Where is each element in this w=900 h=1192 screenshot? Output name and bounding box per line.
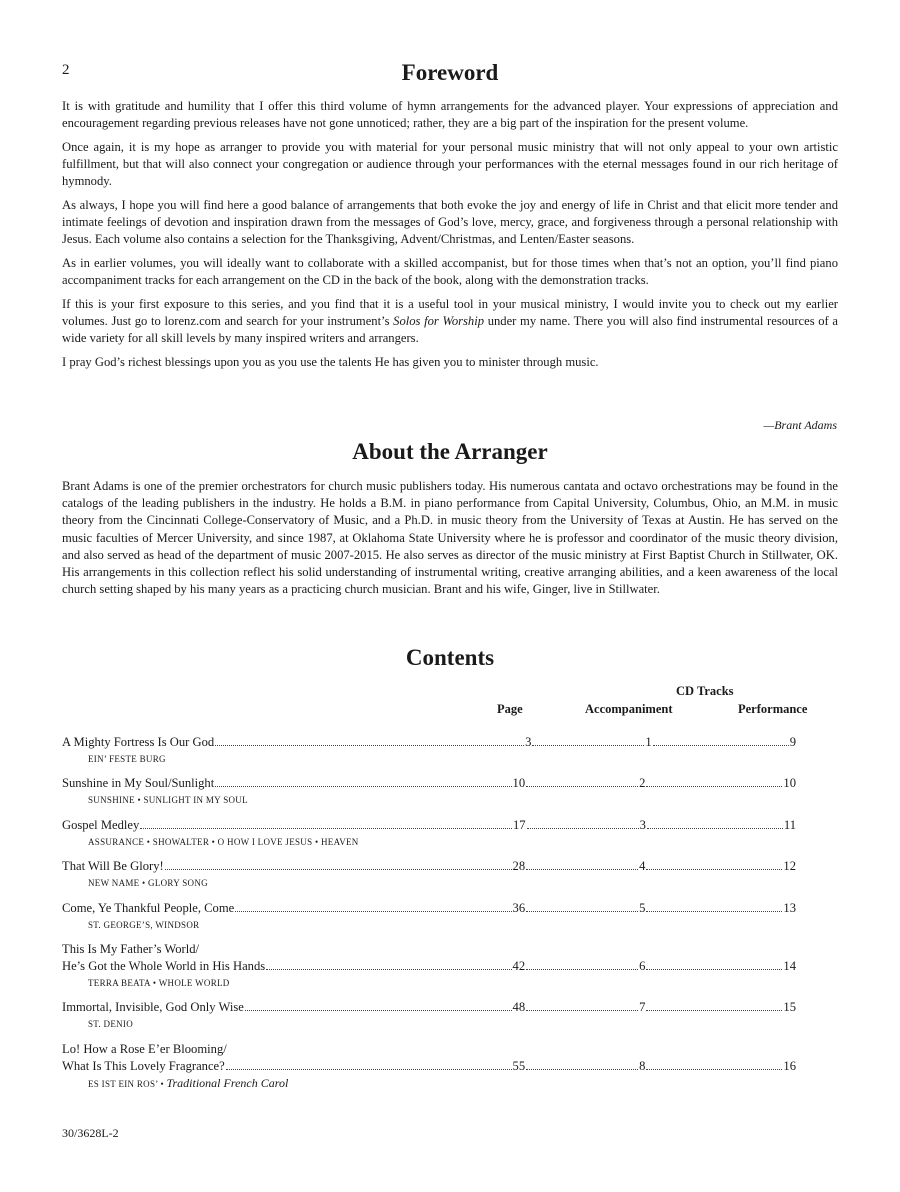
- entry-performance-track: 9: [789, 735, 796, 749]
- dot-leader: [226, 1069, 512, 1070]
- entry-title: Immortal, Invisible, God Only Wise: [62, 1000, 244, 1015]
- entry-title: Come, Ye Thankful People, Come: [62, 900, 235, 915]
- dot-leader: [646, 1069, 782, 1070]
- entry-page: 36: [512, 900, 526, 915]
- dot-leader: [646, 1010, 782, 1011]
- foreword-text: under my name. There you will also find instrumental resources of a wide variety for all skill levels by many inspired writers and arrangers.: [62, 314, 839, 346]
- foreword-body: [62, 98, 838, 378]
- contents-entry: [62, 817, 796, 851]
- dot-leader: [526, 1069, 638, 1070]
- tune-text: NEW NAME • GLORY SONG: [88, 878, 208, 889]
- entry-row: [62, 858, 796, 875]
- entry-page: 10: [512, 776, 526, 791]
- entry-page: 28: [512, 859, 526, 874]
- entry-page: 42: [512, 958, 526, 973]
- dot-leader: [527, 828, 639, 829]
- foreword-paragraph: [62, 296, 838, 348]
- contents-entry: [62, 1041, 796, 1093]
- book-title: Solos for Worship: [393, 314, 485, 329]
- contents-list: [62, 734, 796, 1100]
- foreword-paragraph: As in earlier volumes, you will ideally want to collaborate with a skilled accompanist, but for those times when that’s not an option, you’ll find piano accompaniment tracks for each arrangement on the CD in the back of the book, along with the demonstration tracks.: [62, 256, 838, 288]
- entry-title-line: Lo! How a Rose E’er Blooming/: [62, 1041, 227, 1056]
- dot-leader: [526, 969, 638, 970]
- page-column-header: Page: [497, 702, 523, 716]
- tune-text: TERRA BEATA • WHOLE WORLD: [88, 977, 230, 988]
- tune-text: EIN’ FESTE BURG: [88, 754, 166, 764]
- tune-text: SUNSHINE • SUNLIGHT IN MY SOUL: [88, 795, 248, 806]
- foreword-paragraph: I pray God’s richest blessings upon you as you use the talents He has given you to minister through music.: [62, 355, 599, 370]
- entry-title: Sunshine in My Soul/Sunlight: [62, 776, 215, 791]
- entry-title: Gospel Medley: [62, 817, 140, 832]
- tune-text: ST. DENIO: [88, 1019, 134, 1030]
- entry-title: That Will Be Glory!: [62, 859, 164, 874]
- entry-row: [62, 1058, 796, 1075]
- entry-title: What Is This Lovely Fragrance?: [62, 1058, 225, 1073]
- entry-tune-names: [62, 1016, 796, 1033]
- dot-leader: [266, 969, 511, 970]
- entry-performance-track: 15: [783, 1000, 796, 1015]
- dot-leader: [526, 1010, 638, 1011]
- entry-tune-names: [62, 875, 796, 892]
- about-title: About the Arranger: [352, 439, 548, 464]
- dot-leader: [646, 969, 782, 970]
- entry-title: A Mighty Fortress Is Our God: [62, 735, 215, 749]
- entry-accompaniment-track: 5: [639, 900, 646, 915]
- about-paragraph: Brant Adams is one of the premier orchestrators for church music publishers today. His numerous cantata and octavo orchestrations may be found in the catalogs of the leading publishers in the industry. He holds a B.M. in piano performance from Capital University, Columbus, Ohio, an M.M. in music theory from the Cincinnati College-Conservatory of Music, and a Ph.D. in music theory from the University of Texas at Austin. He has served on the music faculties of Mercer University, and since 1987, at Oklahoma State University where he is professor and coordinator of the music theory division, and also served as head of the department of music 2007-2015. He also serves as director of the music ministry at First Baptist Church in Stillwater, OK. His arrangements in this collection reflect his solid understanding of instrumental writing, creative arranging abilities, and a keen awareness of the local church setting shaped by his many years as a practicing church musician. Brant and his wife, Ginger, live in Stillwater.: [62, 479, 838, 597]
- dot-leader: [165, 869, 512, 870]
- entry-accompaniment-track: 7: [639, 1000, 646, 1015]
- entry-performance-track: 12: [783, 859, 796, 874]
- signature: —Brant Adams: [763, 418, 837, 432]
- entry-row: [62, 817, 796, 834]
- entry-accompaniment-track: 4: [639, 859, 646, 874]
- foreword-title: Foreword: [401, 60, 499, 85]
- contents-entry: [62, 775, 796, 809]
- entry-accompaniment-track: 2: [639, 776, 646, 791]
- page-number: 2: [62, 62, 70, 78]
- entry-title: He’s Got the Whole World in His Hands: [62, 958, 266, 973]
- entry-accompaniment-track: 1: [645, 735, 652, 749]
- dot-leader: [646, 786, 782, 787]
- dot-leader: [245, 1010, 512, 1011]
- foreword-text: If this is your first exposure to this series, and you find that it is a useful tool in your musical ministry, I would invite you to check out my earlier volumes. Just go to lorenz.com and search for your instrument’s: [62, 297, 838, 329]
- dot-leader: [646, 911, 782, 912]
- entry-performance-track: 16: [783, 1058, 796, 1073]
- contents-entry: [62, 734, 796, 768]
- entry-tune-names: [62, 917, 796, 934]
- entry-accompaniment-track: 3: [639, 817, 646, 832]
- entry-title-line: This Is My Father’s World/: [62, 941, 200, 956]
- tune-text: ST. GEORGE’S, WINDSOR: [88, 919, 200, 930]
- contents-entry: [62, 900, 796, 934]
- entry-page: 48: [512, 1000, 526, 1015]
- entry-row: [62, 958, 796, 975]
- about-body: [62, 478, 838, 605]
- dot-leader: [646, 869, 782, 870]
- dot-leader: [647, 828, 783, 829]
- performance-column-header: Performance: [738, 702, 808, 716]
- entry-page: 55: [512, 1058, 526, 1073]
- tune-text: ASSURANCE • SHOWALTER • O HOW I LOVE JESUS • HEAVEN: [88, 836, 359, 847]
- cd-tracks-header: CD Tracks: [676, 684, 734, 698]
- contents-title: Contents: [405, 645, 495, 670]
- entry-page: 17: [512, 817, 526, 832]
- dot-leader: [140, 828, 512, 829]
- entry-tune-names: [62, 975, 796, 992]
- dot-leader: [526, 786, 638, 787]
- entry-page: 3: [525, 735, 532, 749]
- entry-row: [62, 999, 796, 1016]
- foreword-paragraph: It is with gratitude and humility that I offer this third volume of hymn arrangements for the advanced player. Your expressions of appreciation and encouragement regarding previous releases have not gone unnoticed; rather, they are a big part of the inspiration for the present volume.: [62, 99, 838, 131]
- entry-performance-track: 10: [783, 776, 796, 791]
- entry-tune-names: [62, 751, 796, 768]
- entry-performance-track: 14: [783, 958, 796, 973]
- entry-row: [62, 775, 796, 792]
- entry-performance-track: 11: [783, 817, 796, 832]
- dot-leader: [653, 745, 789, 746]
- entry-tune-names: [62, 792, 796, 809]
- entry-row: [62, 900, 796, 917]
- contents-entry: [62, 858, 796, 892]
- entry-accompaniment-track: 6: [639, 958, 646, 973]
- contents-entry: [62, 941, 796, 992]
- dot-leader: [235, 911, 511, 912]
- dot-leader: [215, 786, 511, 787]
- entry-performance-track: 13: [783, 900, 796, 915]
- accompaniment-column-header: Accompaniment: [585, 702, 673, 716]
- entry-accompaniment-track: 8: [639, 1058, 646, 1073]
- entry-row: [62, 734, 796, 751]
- foreword-paragraph: Once again, it is my hope as arranger to provide you with material for your personal music ministry that will not only appeal to your own artistic fulfillment, but that will also connect your congregation or audience through your performances with the eternal messages found in our rich heritage of hymnody.: [62, 139, 838, 189]
- dot-leader: [215, 745, 524, 746]
- dot-leader: [526, 911, 638, 912]
- tune-extra: Traditional French Carol: [166, 1075, 289, 1090]
- dot-leader: [526, 869, 638, 870]
- entry-tune-names: [62, 1075, 796, 1093]
- foreword-paragraph: As always, I hope you will find here a good balance of arrangements that both evoke the joy and energy of life in Christ and that elicit more tender and intimate feelings of devotion and inspiration drawn from the messages of God’s love, mercy, grace, and forgiveness through a personal relationship with Jesus. Each volume also contains a selection for the Thanksgiving, Advent/Christmas, and Lenten/Easter seasons.: [62, 198, 838, 247]
- dot-leader: [532, 745, 644, 746]
- tune-text: ES IST EIN ROS’ •: [88, 1078, 164, 1089]
- entry-tune-names: [62, 834, 796, 851]
- contents-entry: [62, 999, 796, 1033]
- footer-code: 30/3628L-2: [62, 1126, 119, 1140]
